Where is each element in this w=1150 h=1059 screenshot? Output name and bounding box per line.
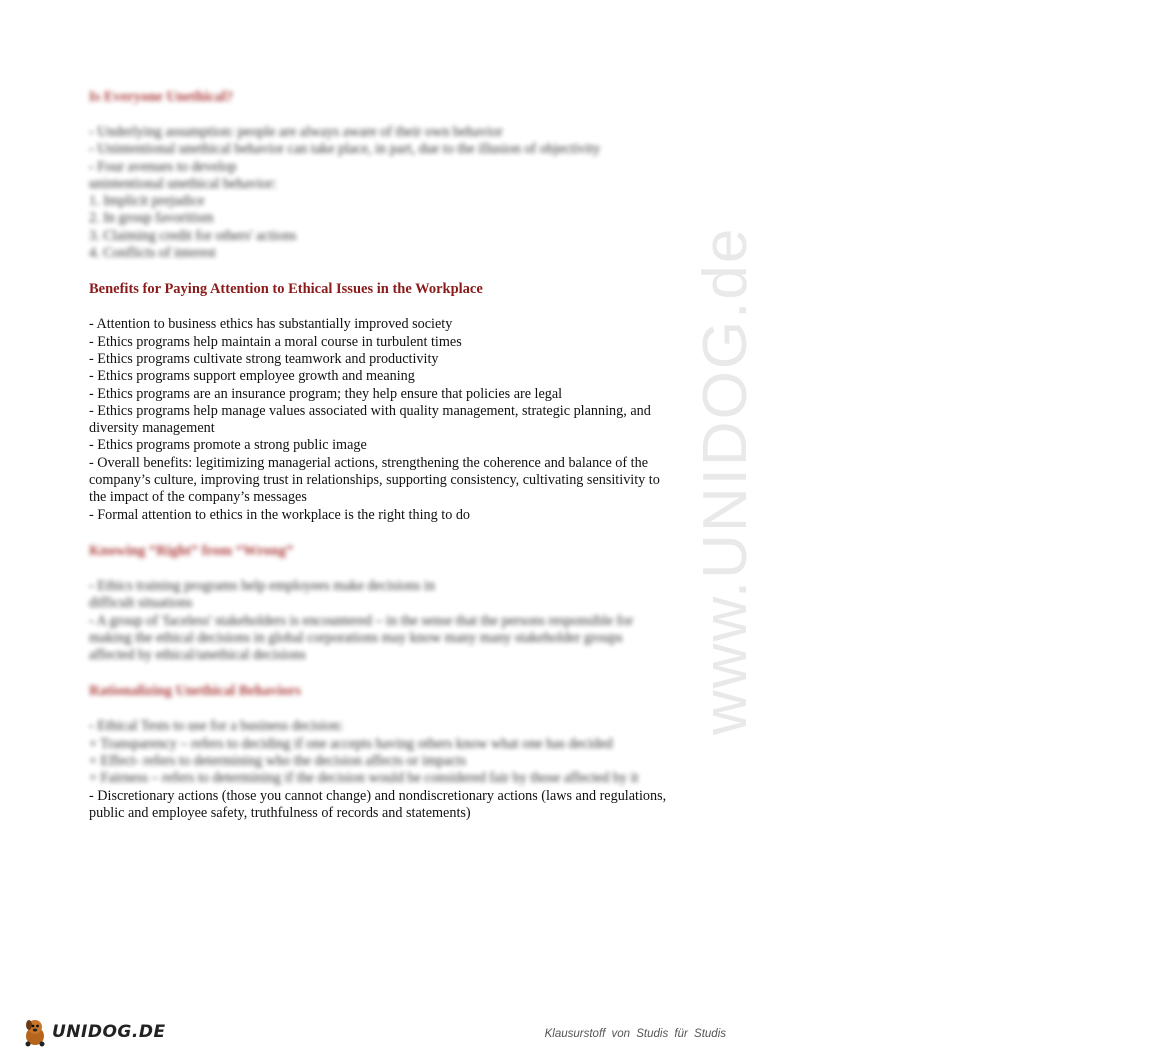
watermark: www.UNIDOG.de xyxy=(691,226,760,735)
section-body xyxy=(89,124,669,262)
text-line: difficult situations xyxy=(89,595,193,612)
text-line: 3. Claiming credit for others' actions xyxy=(89,227,297,244)
section-is-everyone-unethical xyxy=(89,88,669,262)
section-benefits xyxy=(89,280,669,524)
text-line: - Ethics programs are an insurance program; they help ensure that policies are legal xyxy=(89,385,563,402)
text-line: - Ethics programs support employee growth and meaning xyxy=(89,368,415,385)
text-line: 1. Implicit prejudice xyxy=(89,193,205,210)
section-heading: Benefits for Paying Attention to Ethical Issues in the Workplace xyxy=(89,281,483,298)
section-tail-body xyxy=(89,788,669,823)
text-line: - Attention to business ethics has substantially improved society xyxy=(89,316,453,333)
text-line: + Transparency – refers to deciding if one accepts having others know what one has decided xyxy=(89,735,613,752)
text-line: - Formal attention to ethics in the workplace is the right thing to do xyxy=(89,506,471,523)
text-line: - Unintentional unethical behavior can take place, in part, due to the illusion of objectivity xyxy=(89,141,601,158)
section-body xyxy=(89,316,669,524)
section-blurred-part xyxy=(89,682,669,787)
text-line: + Fairness – refers to determining if the decision would be considered fair by those affected by it xyxy=(89,770,639,787)
section-rationalizing xyxy=(89,682,669,822)
text-line: - Discretionary actions (those you cannot change) and nondiscretionary actions (laws and regulations, public and employee safety, truthfulness of records and statements) xyxy=(89,787,667,821)
text-line: - Ethics programs promote a strong public image xyxy=(89,437,367,454)
text-line: unintentional unethical behavior: xyxy=(89,175,277,192)
text-line: - Underlying assumption: people are always aware of their own behavior xyxy=(89,124,503,140)
section-heading: Is Everyone Unethical? xyxy=(89,89,234,105)
logo-text: UNIDOG.DE xyxy=(52,1022,166,1042)
text-line: - A group of 'faceless' stakeholders is encountered – in the sense that the persons responsible for making the ethical decisions in global corporations may know many many stakeholder groups affected by ethical/unethical decisions xyxy=(89,612,634,664)
text-line: - Ethics programs cultivate strong teamwork and productivity xyxy=(89,350,439,367)
text-line: - Overall benefits: legitimizing managerial actions, strengthening the coherence and balance of the company’s culture, improving trust in relationships, supporting consistency, cultivating sensitivity to the impact of the company’s messages xyxy=(89,454,660,506)
text-line: - Ethics programs help maintain a moral course in turbulent times xyxy=(89,333,462,350)
text-line: 4. Conflicts of interest xyxy=(89,245,216,262)
footer-logo xyxy=(22,1012,166,1052)
dog-logo-icon xyxy=(22,1017,48,1047)
text-line: 2. In group favoritism xyxy=(89,210,214,227)
footer-tagline: Klausurstoff von Studis für Studis xyxy=(544,1028,726,1040)
section-heading: Rationalizing Unethical Behaviors xyxy=(89,683,301,700)
text-line: + Effect- refers to determining who the decision affects or impacts xyxy=(89,753,467,770)
document-content xyxy=(89,88,669,822)
section-body xyxy=(89,578,669,664)
section-knowing-right-from-wrong xyxy=(89,542,669,664)
text-line: - Ethics training programs help employees make decisions in xyxy=(89,577,435,594)
text-line: - Four avenues to develop xyxy=(89,158,237,175)
text-line: - Ethical Tests to use for a business decision: xyxy=(89,718,344,735)
text-line: - Ethics programs help manage values associated with quality management, strategic planning, and diversity management xyxy=(89,402,651,437)
section-body xyxy=(89,718,669,787)
section-heading: Knowing “Right” from “Wrong” xyxy=(89,542,294,559)
